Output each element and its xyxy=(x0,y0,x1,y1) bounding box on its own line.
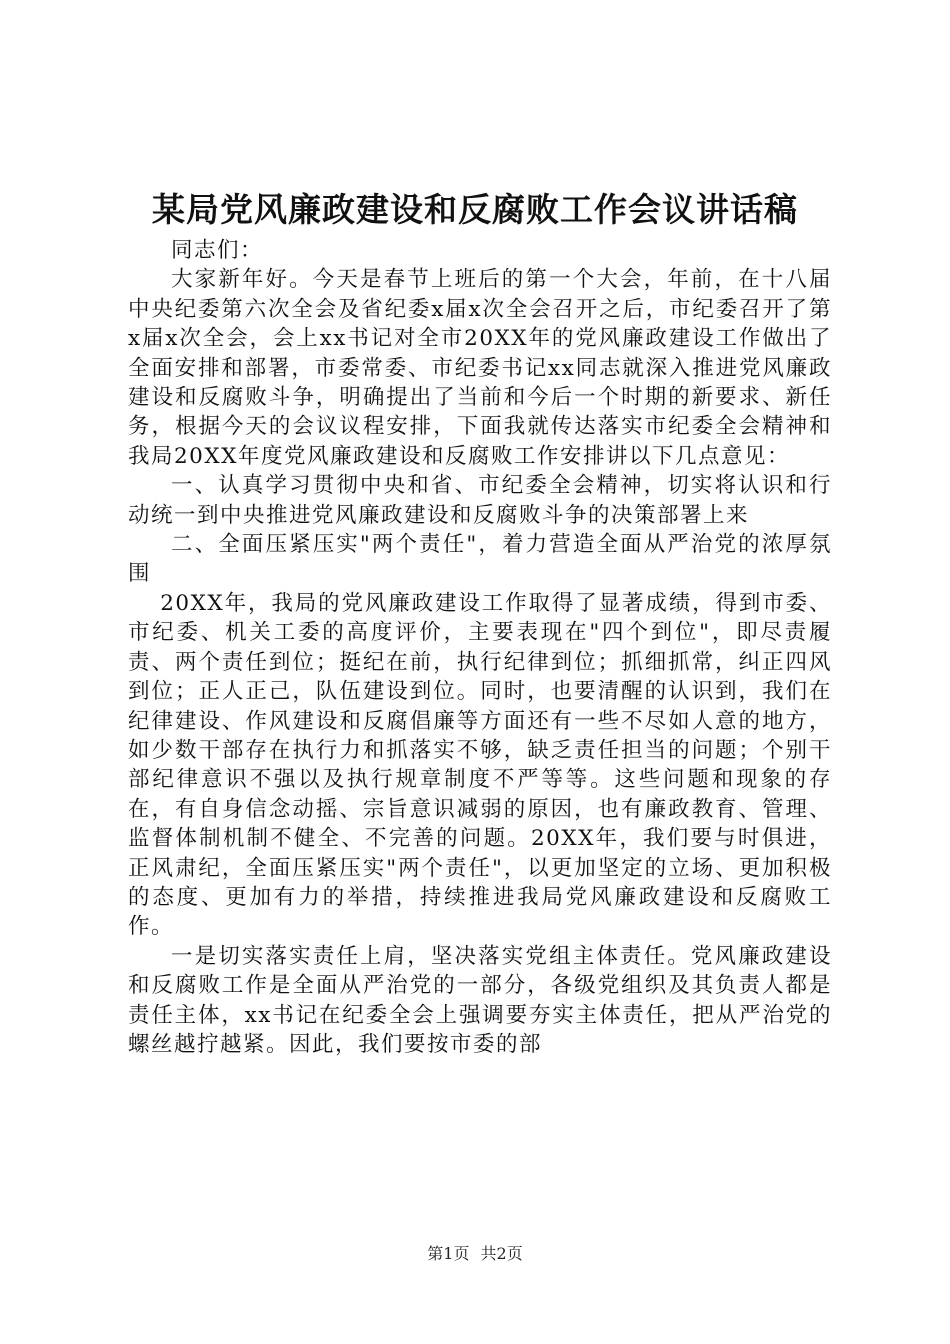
body-paragraph: 20XX年，我局的党风廉政建设工作取得了显著成绩，得到市委、市纪委、机关工委的高度评价，主要表现在"四个到位"，即尽责履责、两个责任到位；挺纪在前，执行纪律到位；抓细抓常，纠正四风到位；正人正己，队伍建设到位。同时，也要清醒的认识到，我们在纪律建设、作风建设和反腐倡廉等方面还有一些不尽如人意的地方，如少数干部存在执行力和抓落实不够，缺乏责任担当的问题；个别干部纪律意识不强以及执行规章制度不严等等。这些问题和现象的存在，有自身信念动摇、宗旨意识减弱的原因，也有廉政教育、管理、监督体制机制不健全、不完善的问题。20XX年，我们要与时俱进，正风肃纪，全面压紧压实"两个责任"，以更加坚定的立场、更加积极的态度、更加有力的举措，持续推进我局党风廉政建设和反腐败工作。 xyxy=(128,590,832,940)
page-number: 第1页 xyxy=(427,1244,470,1263)
body-paragraph: 大家新年好。今天是春节上班后的第一个大会，年前，在十八届中央纪委第六次全会及省纪委x届x次全会召开之后，市纪委召开了第x届x次全会，会上xx书记对全市20XX年的党风廉政建设工作做出了全面安排和部署，市委常委、市纪委书记xx同志就深入推进党风廉政建设和反腐败斗争，明确提出了当前和今后一个时期的新要求、新任务，根据今天的会议议程安排，下面我就传达落实市纪委全会精神和我局20XX年度党风廉政建设和反腐败工作安排讲以下几点意见： xyxy=(128,267,832,469)
body-paragraph: 一是切实落实责任上肩，坚决落实党组主体责任。党风廉政建设和反腐败工作是全面从严治党的一部分，各级党组织及其负责人都是责任主体，xx书记在纪委全会上强调要夯实主体责任，把从严治党的螺丝越拧越紧。因此，我们要按市委的部 xyxy=(128,943,832,1057)
section-heading-1: 一、认真学习贯彻中央和省、市纪委全会精神，切实将认识和行动统一到中央推进党风廉政建设和反腐败斗争的决策部署上来 xyxy=(128,473,832,528)
page-total: 共2页 xyxy=(480,1244,523,1263)
document-body xyxy=(128,236,832,1059)
document-title: 某局党风廉政建设和反腐败工作会议讲话稿 xyxy=(152,190,798,229)
section-heading-2: 二、全面压紧压实"两个责任"，着力营造全面从严治党的浓厚氛围 xyxy=(128,532,832,587)
salutation-paragraph: 同志们： xyxy=(171,238,264,263)
page-footer xyxy=(0,1244,950,1264)
